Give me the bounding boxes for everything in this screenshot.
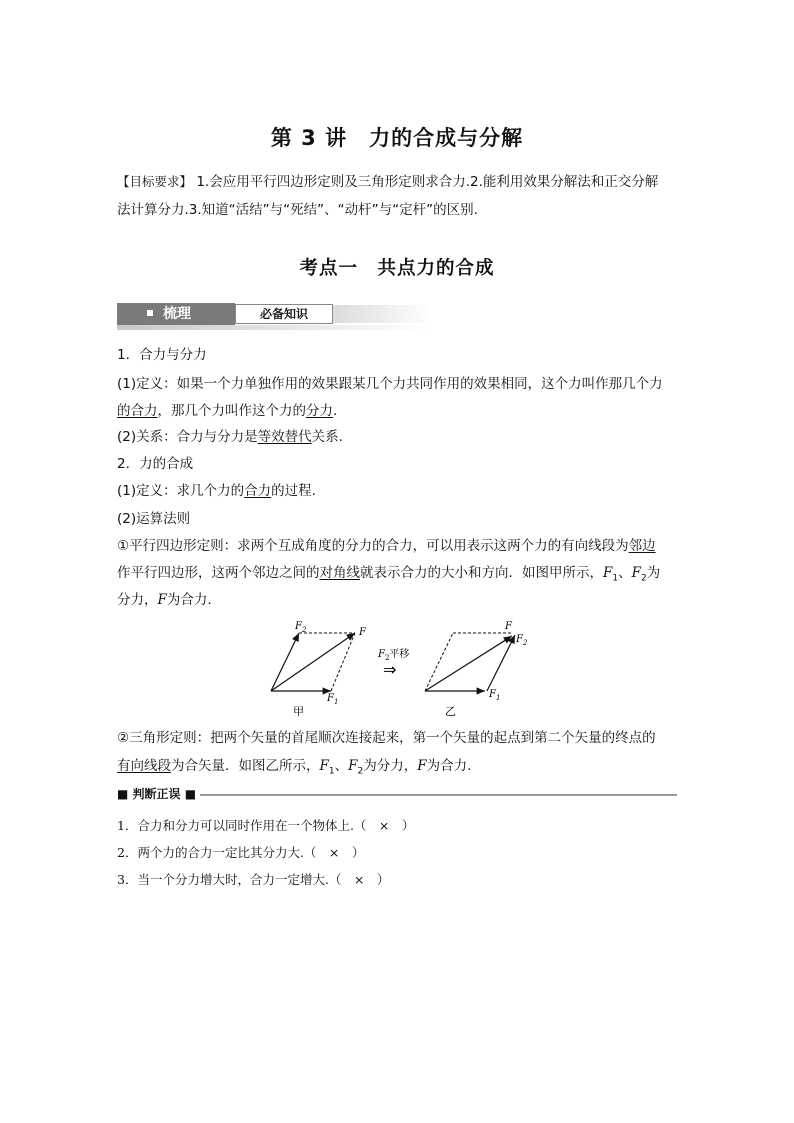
text: . <box>333 403 338 419</box>
goal-line-1 <box>117 172 658 192</box>
symbol: F <box>417 758 427 774</box>
judge-header <box>117 786 677 802</box>
lesson-title: 第 3 讲 力的合成与分解 <box>270 126 524 150</box>
subscript: 1 <box>612 573 619 584</box>
text: 作平行四边形，这两个邻边之间的 <box>117 565 320 581</box>
figure-right <box>425 621 528 718</box>
para-6a: ②三角形定则：把两个矢量的首尾顺次连接起来，第一个矢量的起点到第二个矢量的终点的 <box>117 730 656 746</box>
judge-rule <box>117 794 677 796</box>
para-4: (2)运算法则 <box>117 511 191 527</box>
square-icon <box>147 310 153 316</box>
text: 关系. <box>311 429 343 445</box>
banner-dark-tab <box>117 303 235 325</box>
text: (1)定义：求几个力的 <box>117 483 245 499</box>
text: ①平行四边形定则：求两个互成角度的分力的合力，可以用表示这两个力的有向线段为 <box>117 538 629 554</box>
label-f2: $F_2$ <box>516 634 528 647</box>
underline-term: 对角线 <box>319 565 360 581</box>
underline-term: 分力 <box>306 403 333 419</box>
judge-label: ■ 判断正误 ■ <box>117 786 200 802</box>
heading-1: 1．合力与分力 <box>117 347 207 363</box>
symbol: F <box>319 758 329 774</box>
parallelogram-figure <box>255 615 545 720</box>
para-5a <box>117 536 656 556</box>
underline-term: 等效替代 <box>257 429 312 445</box>
label-f2: $F_2$ <box>295 621 307 634</box>
implies-arrow-icon: ⇒ <box>383 660 397 679</box>
goal-text-1: 1.会应用平行四边形定则及三角形定则求合力.2.能利用效果分解法和正交分解 <box>196 174 659 190</box>
symbol: F <box>603 565 613 581</box>
text: 为合力. <box>166 592 212 608</box>
caption-right: 乙 <box>445 705 456 718</box>
judge-label-text: 判断正误 <box>132 787 181 801</box>
subscript: 2 <box>357 766 364 777</box>
label-f1: $F_1$ <box>489 689 501 702</box>
text: (2)关系：合力与分力是 <box>117 429 258 445</box>
subscript: 1 <box>328 766 335 777</box>
text: ，那几个力叫作这个力的 <box>157 403 306 419</box>
judge-item: 3．当一个分力增大时，合力一定增大.（ × ） <box>117 872 390 887</box>
goal-label: 【目标要求】 <box>117 174 193 189</box>
para-1b <box>117 401 337 421</box>
banner-right-label: 必备知识 <box>235 304 333 324</box>
label-f: F <box>505 621 512 632</box>
banner-left-label: 梳理 <box>163 306 191 322</box>
text: 为 <box>646 565 661 581</box>
symbol: F <box>157 592 167 608</box>
symbol: F <box>348 758 358 774</box>
text: 就表示合力的大小和方向．如图甲所示， <box>360 565 603 581</box>
subscript: 2 <box>640 573 647 584</box>
label-f: F <box>359 627 366 638</box>
para-6b <box>117 756 471 782</box>
symbol: F <box>631 565 641 581</box>
underline-term: 有向线段 <box>117 758 171 774</box>
judge-item: 1．合力和分力可以同时作用在一个物体上.（ × ） <box>117 818 415 833</box>
heading-2: 2．力的合成 <box>117 456 194 472</box>
text: 为分力， <box>363 758 418 774</box>
judge-item: 2．两个力的合力一定比其分力大.（ × ） <box>117 845 365 860</box>
underline-term: 邻边 <box>628 538 656 554</box>
knowledge-banner <box>117 303 432 325</box>
underline-term: 合力 <box>244 483 272 499</box>
text: 的过程. <box>271 483 316 499</box>
para-3 <box>117 481 316 501</box>
label-f1: $F_1$ <box>327 693 339 706</box>
text: 分力， <box>117 592 158 608</box>
banner-underbar <box>117 325 432 330</box>
section-title: 考点一 共点力的合成 <box>299 258 495 279</box>
goal-line-2: 法计算分力.3.知道“活结”与“死结”、“动杆”与“定杆”的区别. <box>117 202 478 218</box>
text: 、 <box>618 565 632 581</box>
text: 为合力. <box>426 758 472 774</box>
para-2 <box>117 427 343 447</box>
figure-left <box>271 621 367 718</box>
banner-fade <box>333 305 432 323</box>
para-1a: (1)定义：如果一个力单独作用的效果跟某几个力共同作用的效果相同，这个力叫作那几个力 <box>117 376 663 392</box>
underline-term: 的合力 <box>117 403 158 419</box>
text: 为合矢量．如图乙所示， <box>171 758 320 774</box>
arrow-label: $F_2$平移 <box>378 649 410 662</box>
para-5b <box>117 563 660 589</box>
caption-left: 甲 <box>293 705 304 718</box>
figure-arrow <box>377 647 409 679</box>
text: 、 <box>334 758 349 774</box>
para-5c <box>117 590 212 610</box>
